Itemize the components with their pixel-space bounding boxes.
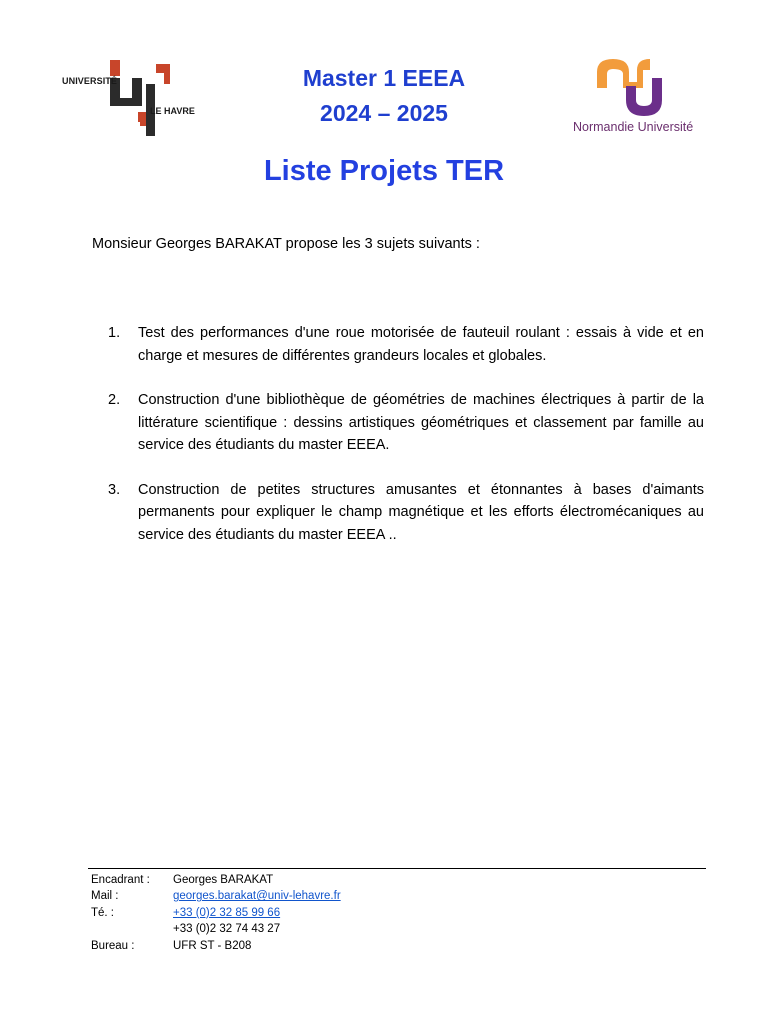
universite-le-havre-logo (60, 58, 212, 140)
email-link[interactable]: georges.barakat@univ-lehavre.fr (173, 890, 341, 903)
contact-footer (91, 872, 341, 954)
mail-row (91, 888, 341, 904)
project-text: Test des performances d'une roue motorisée de fauteuil roulant : essais à vide et en charge et mesures de différentes grandeurs locales et globales. (138, 325, 704, 364)
phone-label-empty (91, 921, 173, 937)
office-value: UFR ST - B208 (173, 939, 252, 952)
project-item-2 (108, 389, 704, 457)
project-number: 2. (108, 392, 121, 408)
academic-year: 2024 – 2025 (320, 100, 448, 126)
le-havre-logo-mark (60, 58, 212, 140)
supervisor-row (91, 872, 341, 888)
normandie-universite-logo (570, 56, 710, 140)
phone-label: Té. : (91, 906, 115, 919)
supervisor-label: Encadrant : (91, 874, 150, 886)
program-title: Master 1 EEEA (302, 65, 466, 91)
supervisor-name: Georges BARAKAT (173, 874, 274, 886)
project-text: Construction d'une bibliothèque de géométries de machines électriques à partir de la littérature scientifique : dessins artistiques géométriques et classement par famille au service des étudiants du master EEEA. (138, 392, 704, 453)
document-title: Liste Projets TER (263, 155, 505, 187)
project-item-1 (108, 322, 704, 367)
logo-text-le-havre: LE HAVRE (150, 106, 195, 116)
logo-text-universite: UNIVERSITÉ (62, 76, 118, 86)
mail-label: Mail : (91, 890, 119, 903)
office-row (91, 938, 341, 954)
project-number: 1. (108, 325, 121, 341)
normandie-logo-mark (570, 56, 710, 118)
office-label: Bureau : (91, 939, 135, 952)
phone-row-2 (91, 921, 341, 937)
project-number: 3. (108, 481, 121, 498)
phone-row (91, 905, 341, 921)
project-item-3 (108, 479, 704, 547)
projects-list (108, 322, 704, 568)
normandie-universite-name: Normandie Université (573, 120, 694, 134)
footer-divider (88, 868, 706, 869)
phone-link[interactable]: +33 (0)2 32 85 99 66 (173, 906, 281, 919)
project-text: Construction de petites structures amusantes et étonnantes à bases d'aimants permanents pour expliquer le champ magnétique et les efforts électromécaniques au service des étudiants du master EEEA .. (138, 481, 704, 543)
intro-sentence: Monsieur Georges BARAKAT propose les 3 sujets suivants : (92, 236, 480, 252)
phone-number-2: +33 (0)2 32 74 43 27 (173, 923, 281, 936)
